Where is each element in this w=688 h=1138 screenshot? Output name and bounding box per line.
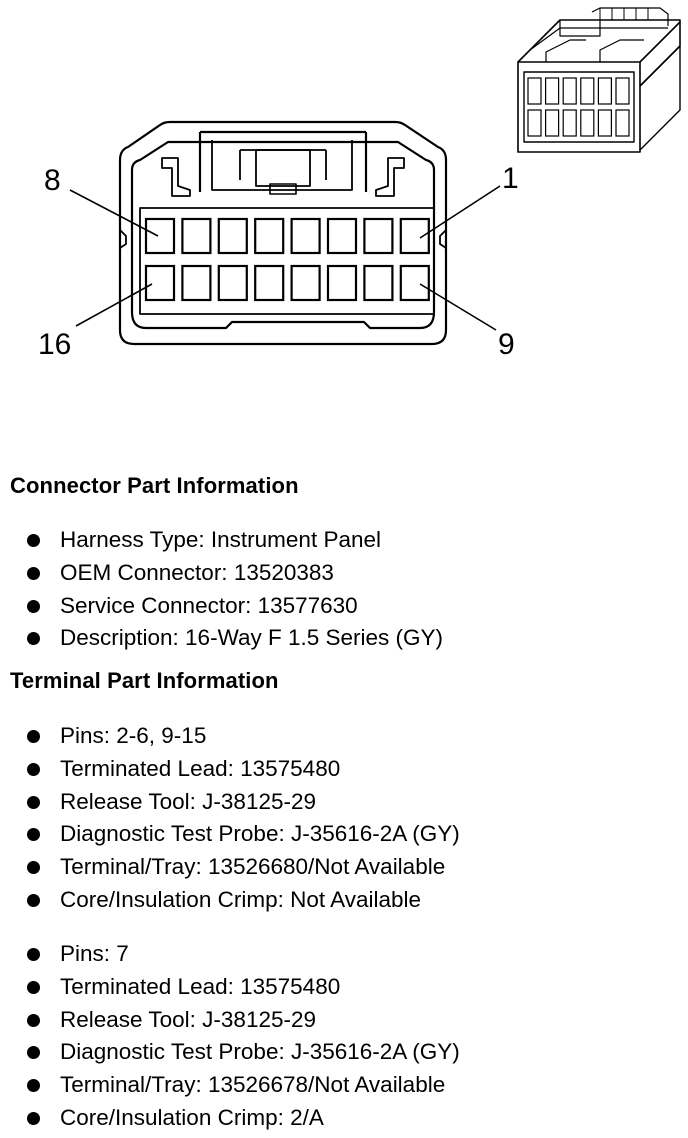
terminal-cavity	[182, 266, 210, 300]
list-item-text: OEM Connector: 13520383	[60, 559, 334, 585]
list-item-text: Release Tool: J-38125-29	[60, 788, 317, 814]
terminal-cavity	[401, 219, 429, 253]
terminal-cavity	[292, 219, 320, 253]
bullet-icon	[27, 1079, 40, 1092]
list-item	[0, 720, 460, 753]
list-item-text: Pins: 7	[60, 941, 129, 966]
list-item	[0, 753, 460, 786]
latch-window	[256, 150, 310, 186]
pin-label-1: 1	[502, 162, 519, 195]
bullet-icon	[27, 763, 40, 776]
pin-label-16: 16	[38, 328, 72, 361]
terminal-cavity	[146, 219, 174, 253]
terminal-cavity	[364, 219, 392, 253]
list-item-text: Terminated Lead: 13575480	[60, 755, 341, 781]
list-item	[0, 786, 460, 819]
terminal-cavity	[146, 266, 174, 300]
iso-cavity	[563, 110, 576, 136]
terminal-cavity	[182, 219, 210, 253]
bullet-icon	[27, 948, 40, 961]
iso-cavity	[546, 110, 559, 136]
connector-diagram	[0, 0, 688, 420]
iso-cavity	[598, 78, 611, 104]
right-guide-post	[376, 158, 404, 196]
list-item-text: Description: 16-Way F 1.5 Series (GY)	[60, 625, 444, 651]
connector-part-info-heading: Connector Part Information	[10, 473, 299, 498]
terminal-cavity	[328, 219, 356, 253]
list-item-text: Diagnostic Test Probe: J-35616-2A (GY)	[60, 821, 460, 847]
bullet-icon	[27, 567, 40, 580]
iso-cavity	[528, 110, 541, 136]
list-item	[0, 590, 443, 623]
bullet-icon	[27, 861, 40, 874]
bullet-icon	[27, 894, 40, 907]
latch-inner	[212, 140, 352, 190]
terminal-cavity	[364, 266, 392, 300]
list-item	[0, 1069, 460, 1102]
iso-cavity	[563, 78, 576, 104]
list-item	[0, 884, 460, 917]
list-item	[0, 557, 443, 590]
list-item	[0, 851, 460, 884]
bullet-icon	[27, 1014, 40, 1027]
left-guide-post	[162, 158, 190, 196]
terminal-cavity	[328, 266, 356, 300]
iso-cavity	[616, 78, 629, 104]
terminal-cavity	[292, 266, 320, 300]
iso-cavity	[581, 78, 594, 104]
list-item-text: Core/Insulation Crimp: Not Available	[60, 886, 422, 912]
terminal-cavity	[255, 266, 283, 300]
leader-line-pin-8	[70, 190, 158, 236]
list-item-text: Harness Type: Instrument Panel	[60, 527, 381, 552]
list-item	[0, 524, 443, 557]
terminal-cavity	[401, 266, 429, 300]
list-item-text: Terminal/Tray: 13526678/Not Available	[60, 1072, 446, 1098]
bullet-icon	[27, 1046, 40, 1059]
pin-label-9: 9	[498, 328, 515, 361]
terminal-part-info-list-1	[0, 720, 460, 917]
leader-line-pin-1	[420, 186, 500, 238]
terminal-cavity	[219, 219, 247, 253]
bullet-icon	[27, 632, 40, 645]
list-item-text: Terminal/Tray: 13526680/Not Available	[60, 854, 446, 880]
list-item-text: Diagnostic Test Probe: J-35616-2A (GY)	[60, 1039, 460, 1065]
list-item	[0, 1036, 460, 1069]
list-item	[0, 938, 460, 971]
iso-cavity	[528, 78, 541, 104]
terminal-cavity	[255, 219, 283, 253]
list-item-text: Terminated Lead: 13575480	[60, 973, 341, 999]
list-item	[0, 622, 443, 655]
terminal-cavity	[219, 266, 247, 300]
bullet-icon	[27, 600, 40, 613]
bullet-icon	[27, 730, 40, 743]
list-item-text: Release Tool: J-38125-29	[60, 1006, 317, 1032]
terminal-cavities	[146, 219, 429, 300]
bullet-icon	[27, 534, 40, 547]
bullet-icon	[27, 796, 40, 809]
list-item	[0, 1102, 460, 1135]
iso-cavity	[598, 110, 611, 136]
list-item-text: Service Connector: 13577630	[60, 592, 358, 618]
pin-label-8: 8	[44, 164, 61, 197]
bullet-icon	[27, 981, 40, 994]
list-item	[0, 818, 460, 851]
terminal-part-info-list-2	[0, 938, 460, 1135]
connector-part-info-list	[0, 524, 443, 655]
bullet-icon	[27, 828, 40, 841]
iso-cavity	[581, 110, 594, 136]
latch-beam	[240, 150, 326, 180]
iso-cavity	[546, 78, 559, 104]
list-item	[0, 1004, 460, 1037]
bullet-icon	[27, 1112, 40, 1125]
terminal-part-info-heading: Terminal Part Information	[10, 668, 279, 693]
list-item	[0, 971, 460, 1004]
iso-cavity	[616, 110, 629, 136]
list-item-text: Pins: 2-6, 9-15	[60, 723, 207, 748]
list-item-text: Core/Insulation Crimp: 2/A	[60, 1104, 324, 1130]
